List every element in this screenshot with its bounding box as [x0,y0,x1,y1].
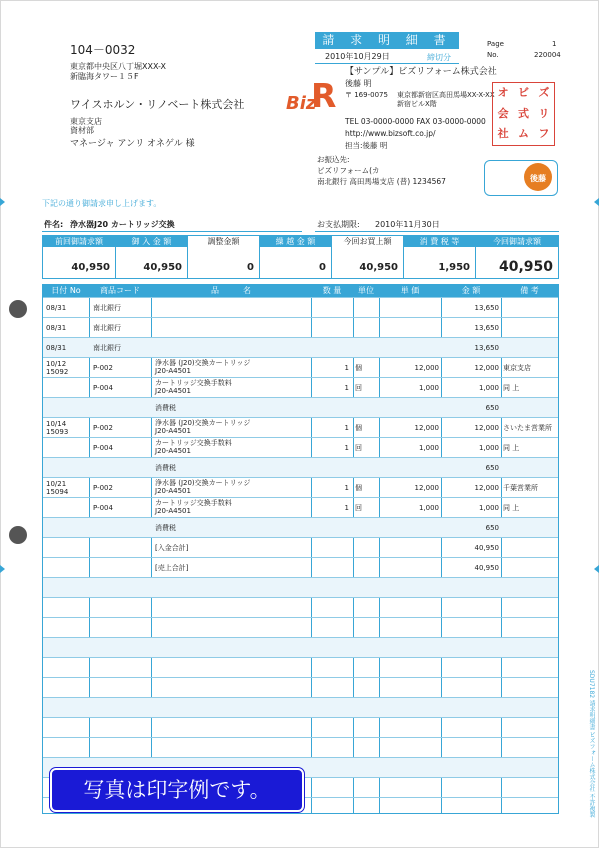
recipient-address-1: 東京都中央区八丁堀XXX-X [70,62,167,71]
cell-amount: 1,000 [478,384,499,392]
biz-logo: Biz [286,93,317,114]
summary-cell [116,236,188,278]
cell-unit: 個 [355,364,362,372]
cell-unit: 回 [355,384,362,392]
cell-amount: 12,000 [474,424,499,432]
margin-mark-icon [594,565,599,573]
issuer-postal: 〒 169-0075 [345,91,388,99]
cell-price: 1,000 [418,504,439,512]
issuer-address-1: 東京都新宿区高田馬場XX-X-XX [397,91,495,99]
margin-mark-icon [0,565,5,573]
summary-cell [43,236,116,278]
side-note: SDU7182 請求明細書 ビズフォーム株式会社 不許複製 [588,670,595,818]
cell-name1: 浄水器 (J20)交換カートリッジ [155,479,251,487]
header-name: 品 名 [211,286,251,295]
summary-value: 40,950 [498,259,553,275]
recipient-person: マネージャ アンリ オネゲル 様 [70,139,195,149]
summary-label: 消 費 税 等 [419,237,460,246]
document-title: 請 求 明 細 書 [315,32,459,49]
margin-mark-icon [594,198,599,206]
recipient-postal: 104－0032 [70,43,136,57]
summary-value: 40,950 [143,262,182,273]
cell-price: 12,000 [414,364,439,372]
cell-code: P-002 [93,364,113,372]
header-unit: 単位 [358,286,374,295]
cell-no: 15094 [46,488,69,496]
table-row [43,457,558,477]
summary-label: 繰 越 金 額 [275,237,316,246]
summary-value: 1,950 [438,262,470,273]
header-amount: 金 額 [461,286,481,295]
closing-label: 締切分 [427,53,451,62]
cell-code: P-002 [93,424,113,432]
cell-name1: 消費税 [155,404,176,412]
r-logo: R [311,76,337,115]
cell-price: 1,000 [418,444,439,452]
summary-cell [188,236,260,278]
cell-name1: 浄水器 (J20)交換カートリッジ [155,359,251,367]
table-row [43,437,558,457]
header-date-no: 日付 No [51,286,81,295]
cell-code: 南北銀行 [93,344,121,352]
approval-stamp [524,163,552,191]
cell-date: 08/31 [46,304,67,312]
cell-note: 同 上 [503,384,520,392]
table-row [43,557,558,577]
cell-name2: J20-A4501 [155,367,191,375]
cell-name2: J20-A4501 [155,487,191,495]
issuer-address-2: 新宿ビルX階 [397,100,437,108]
detail-table [42,284,559,814]
due-date: 2010年11月30日 [375,220,440,229]
summary-cell [260,236,332,278]
cell-note: 千葉営業所 [503,484,538,492]
seal-char: ビ [517,86,529,99]
table-row [43,297,558,317]
margin-mark-icon [0,198,5,206]
table-row [43,537,558,557]
row-divider [43,657,558,658]
row-divider [43,597,558,598]
table-row [43,417,558,437]
cell-date: 10/21 [46,480,67,488]
cell-price: 12,000 [414,424,439,432]
cell-name1: 消費税 [155,464,176,472]
summary-cell [404,236,476,278]
cell-note: 同 上 [503,504,520,512]
row-band [43,578,558,597]
issuer-company: 【サンプル】ビズリフォーム株式会社 [345,67,497,77]
punch-hole-icon [9,300,27,318]
cell-qty: 1 [344,424,349,432]
cell-amount: 650 [485,404,499,412]
cell-note: 同 上 [503,444,520,452]
cell-price: 1,000 [418,384,439,392]
recipient-company: ワイスホルン・リノベート株式会社 [70,98,245,111]
subject-line [42,218,302,232]
cell-date: 10/14 [46,420,67,428]
summary-cell [476,236,558,278]
cell-name2: J20-A4501 [155,507,191,515]
issuer-tel: TEL 03-0000-0000 FAX 03-0000-0000 [345,117,486,126]
company-seal [492,82,555,146]
cell-name1: [売上合計] [155,564,189,572]
cell-name2: J20-A4501 [155,447,191,455]
cell-note: 東京支店 [503,364,531,372]
summary-label: 前回御請求額 [55,237,103,246]
cell-amount: 1,000 [478,444,499,452]
row-band [43,698,558,717]
seal-char: ム [517,127,529,141]
cell-qty: 1 [344,444,349,452]
row-divider [43,717,558,718]
cell-qty: 1 [344,504,349,512]
summary-value: 0 [319,262,326,273]
summary-value: 40,950 [359,262,398,273]
cell-name1: 浄水器 (J20)交換カートリッジ [155,419,251,427]
issuer-contact: 担当:後藤 明 [345,141,388,150]
bank-account: 南北銀行 高田馬場支店 (普) 1234567 [317,177,446,186]
table-row [43,337,558,357]
header-qty: 数 量 [322,286,342,295]
cell-no: 15093 [46,428,69,436]
cell-date: 10/12 [46,360,67,368]
page-value: 1 [552,40,557,48]
row-divider [43,737,558,738]
date-line [315,51,459,64]
cell-date: 08/31 [46,324,67,332]
cell-unit: 回 [355,504,362,512]
cell-qty: 1 [344,364,349,372]
cell-name1: カートリッジ交換手数料 [155,499,232,507]
cell-unit: 個 [355,424,362,432]
cell-code: P-004 [93,384,113,392]
summary-value: 0 [247,262,254,273]
cell-name1: 消費税 [155,524,176,532]
row-divider [43,677,558,678]
summary-cell [332,236,404,278]
cell-name2: J20-A4501 [155,387,191,395]
cell-amount: 40,950 [474,564,499,572]
table-row [43,377,558,397]
bank-label: お振込先: [317,155,350,164]
summary-label: 今回お買上額 [332,236,403,247]
sample-banner: 写真は印字例です。 [50,768,304,812]
notice-text: 下記の通り御請求申し上げます。 [42,199,162,208]
summary-table [42,235,559,279]
bank-name: ビズリフォーム(カ [317,166,380,175]
cell-qty: 1 [344,484,349,492]
cell-name1: カートリッジ交換手数料 [155,439,232,447]
summary-label: 調整金額 [188,236,259,247]
recipient-address-2: 新臨海タワー１５F [70,72,139,81]
issuer-url: http://www.bizsoft.co.jp/ [345,129,436,138]
cell-amount: 12,000 [474,484,499,492]
summary-value: 40,950 [71,262,110,273]
recipient-branch: 東京支店 [70,117,102,126]
subject-value: 浄水器J20 カートリッジ交換 [70,220,175,229]
cell-amount: 13,650 [474,344,499,352]
cell-unit: 個 [355,484,362,492]
recipient-dept: 資材部 [70,126,94,135]
cell-amount: 13,650 [474,324,499,332]
table-row [43,357,558,377]
due-line [315,218,559,232]
table-row [43,317,558,337]
cell-amount: 1,000 [478,504,499,512]
no-value: 220004 [534,51,561,59]
cell-code: P-002 [93,484,113,492]
cell-no: 15092 [46,368,69,376]
no-label: No. [487,51,499,59]
cell-amount: 13,650 [474,304,499,312]
punch-hole-icon [9,526,27,544]
stamp-text: 後藤 [530,174,546,183]
cell-amount: 650 [485,524,499,532]
cell-code: 南北銀行 [93,324,121,332]
row-divider [43,617,558,618]
row-band [43,638,558,657]
cell-note: さいたま営業所 [503,424,552,432]
cell-name1: カートリッジ交換手数料 [155,379,232,387]
header-note: 備 考 [520,286,539,295]
seal-char: フ [538,127,550,141]
issuer-rep: 後藤 明 [345,79,372,88]
table-row [43,397,558,417]
seal-char: 会 [497,106,509,120]
header-code: 商品コード [100,286,140,295]
cell-price: 12,000 [414,484,439,492]
cell-date: 08/31 [46,344,67,352]
detail-header [43,285,558,297]
cell-qty: 1 [344,384,349,392]
subject-label: 件名: [44,220,64,229]
table-row [43,517,558,537]
summary-label: 今回御請求額 [493,237,541,246]
cell-amount: 12,000 [474,364,499,372]
table-row [43,477,558,497]
seal-char: リ [538,106,550,120]
seal-char: 社 [497,127,509,141]
cell-code: 南北銀行 [93,304,121,312]
cell-code: P-004 [93,444,113,452]
cell-code: P-004 [93,504,113,512]
header-price: 単 価 [400,286,420,295]
seal-char: オ [497,86,509,99]
summary-label: 御 入 金 額 [131,237,172,246]
issue-date: 2010年10月29日 [325,52,390,61]
cell-amount: 40,950 [474,544,499,552]
cell-name1: [入金合計] [155,544,189,552]
table-row [43,497,558,517]
cell-unit: 回 [355,444,362,452]
page-label: Page [487,40,504,48]
seal-char: 式 [517,106,529,120]
cell-name2: J20-A4501 [155,427,191,435]
cell-amount: 650 [485,464,499,472]
seal-char: ズ [538,86,550,99]
due-label: お支払期限: [317,220,360,229]
